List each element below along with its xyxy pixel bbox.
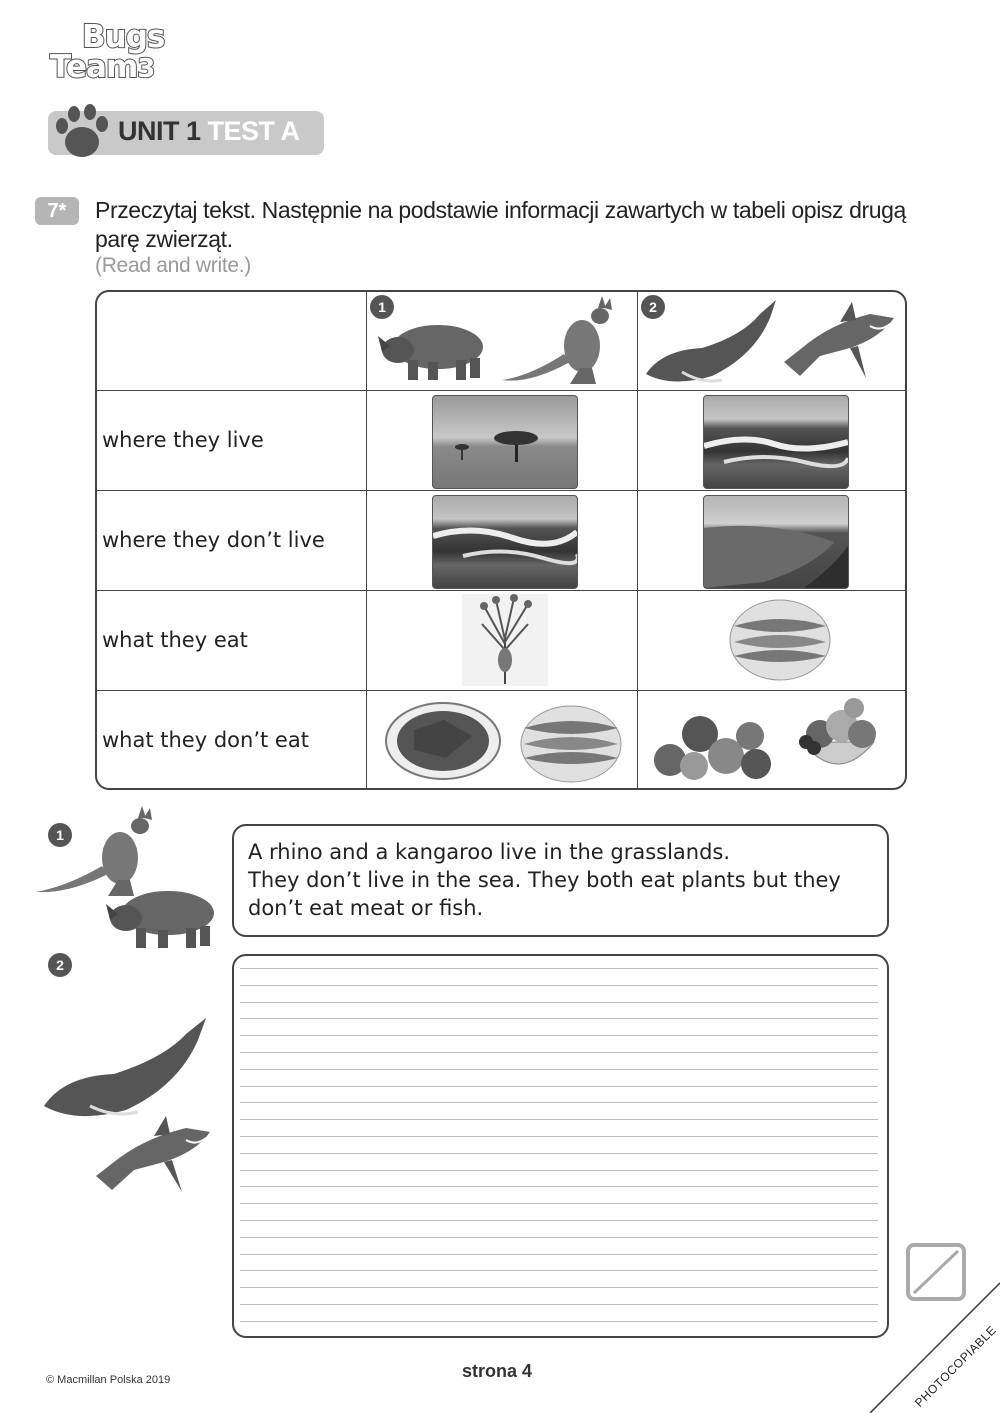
writing-line — [240, 1086, 878, 1087]
pair-badge-2: 2 — [48, 953, 72, 977]
writing-line — [240, 1203, 878, 1204]
row-label-what-eat: what they eat — [102, 628, 248, 652]
writing-line — [240, 1270, 878, 1271]
paw-icon — [50, 102, 110, 162]
writing-line — [240, 1002, 878, 1003]
fruit-bowl-icon — [792, 696, 884, 782]
grassland-photo — [432, 395, 578, 489]
writing-line — [240, 1254, 878, 1255]
whale-icon — [642, 296, 782, 388]
vegetables-icon — [650, 706, 774, 782]
writing-line — [240, 1119, 878, 1120]
writing-line — [240, 1220, 878, 1221]
shark-icon — [92, 1116, 212, 1196]
row-label-what-dont-eat: what they don’t eat — [102, 728, 309, 752]
writing-line — [240, 985, 878, 986]
logo-line-1: Bugs — [82, 19, 165, 55]
instruction: Przeczytaj tekst. Następnie na podstawie informacji zawartych w tabeli opisz drugą parę zwierząt. — [95, 197, 906, 252]
sea-photo — [432, 495, 578, 589]
kangaroo-icon — [500, 296, 620, 386]
writing-line — [240, 1069, 878, 1070]
rhino-icon — [106, 880, 220, 950]
fish-plate-icon — [726, 598, 834, 682]
logo-line-2: Team3 — [50, 49, 155, 85]
writing-line — [240, 1170, 878, 1171]
writing-area[interactable] — [232, 954, 889, 1338]
writing-line — [240, 968, 878, 969]
writing-line — [240, 1153, 878, 1154]
column-badge-2: 2 — [641, 295, 665, 319]
page-number: strona 4 — [462, 1361, 533, 1381]
row-label-where-dont-live: where they don’t live — [102, 528, 325, 552]
sample-text: A rhino and a kangaroo live in the grasslands. They don’t live in the sea. They both eat plants but they don’t eat meat or fish. — [248, 840, 841, 920]
photocopiable-label: PHOTOCOPIABLE — [912, 1322, 999, 1410]
bugs-team-logo — [46, 19, 196, 94]
plant-icon — [462, 594, 548, 686]
writing-line — [240, 1052, 878, 1053]
writing-line — [240, 1287, 878, 1288]
unit-title: UNIT 1 TEST A — [118, 116, 300, 146]
writing-line — [240, 1321, 878, 1322]
writing-line — [240, 1304, 878, 1305]
writing-line — [240, 1035, 878, 1036]
row-label-where-live: where they live — [102, 428, 264, 452]
copyright: © Macmillan Polska 2019 — [46, 1374, 171, 1386]
writing-line — [240, 1237, 878, 1238]
column-badge-1: 1 — [370, 295, 394, 319]
writing-line — [240, 1186, 878, 1187]
fish-plate-icon — [518, 702, 624, 784]
exercise-number: 7* — [35, 197, 79, 225]
river-photo — [703, 495, 849, 589]
writing-line — [240, 1102, 878, 1103]
writing-line — [240, 1018, 878, 1019]
sea-photo — [703, 395, 849, 489]
whale-icon — [40, 1014, 210, 1124]
instruction-english: (Read and write.) — [95, 254, 251, 277]
writing-line — [240, 1136, 878, 1137]
shark-icon — [780, 302, 896, 384]
pair-badge-1: 1 — [48, 823, 72, 847]
meat-plate-icon — [384, 700, 502, 782]
rhino-icon — [378, 312, 490, 382]
